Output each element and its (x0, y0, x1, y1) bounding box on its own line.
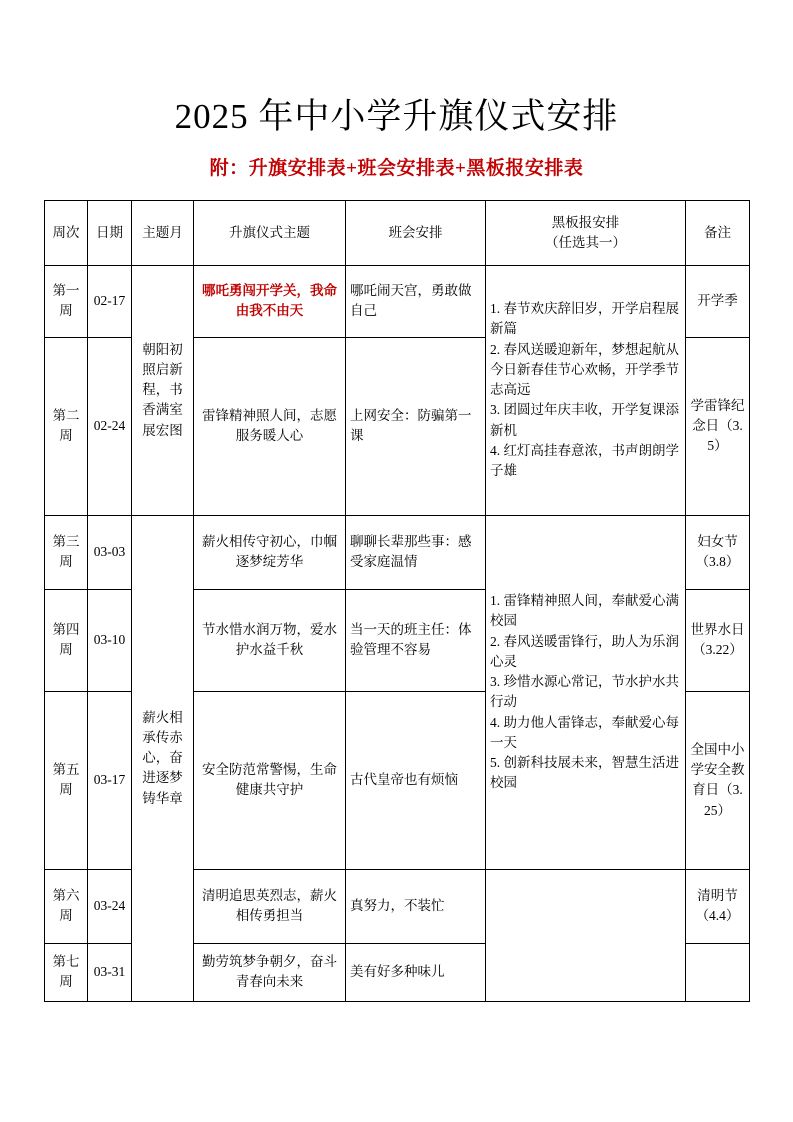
page-bottom-mask (0, 1012, 793, 1122)
cell-remark: 世界水日（3.22） (686, 589, 750, 691)
cell-remark: 妇女节（3.8） (686, 515, 750, 589)
blackboard-item: 2. 春风送暖雷锋行，助人为乐润心灵 (490, 633, 679, 669)
cell-week: 第一周 (45, 265, 88, 337)
cell-blackboard (486, 265, 686, 515)
cell-week: 第五周 (45, 691, 88, 869)
cell-date: 03-31 (88, 943, 132, 1001)
blackboard-item: 4. 红灯高挂春意浓，书声朗朗学子雄 (490, 442, 679, 479)
column-header-blackboard-line1: 黑板报安排 (551, 214, 620, 230)
cell-week: 第四周 (45, 589, 88, 691)
table-header-row (45, 200, 750, 265)
blackboard-item: 3. 珍惜水源心常记，节水护水共行动 (490, 674, 679, 710)
cell-flag-theme: 节水惜水润万物，爱水护水益千秋 (194, 589, 346, 691)
cell-class-meeting: 哪吒闹天宫，勇敢做自己 (346, 265, 486, 337)
column-header-blackboard (486, 200, 686, 265)
cell-date: 03-10 (88, 589, 132, 691)
cell-blackboard (486, 515, 686, 869)
blackboard-item: 4. 助力他人雷锋志，奉献爱心每一天 (490, 714, 679, 750)
table-row (45, 265, 750, 337)
cell-date: 03-03 (88, 515, 132, 589)
page-subtitle: 附：升旗安排表+班会安排表+黑板报安排表 (209, 157, 584, 179)
cell-flag-theme: 清明追思英烈志，薪火相传勇担当 (194, 869, 346, 943)
cell-class-meeting: 古代皇帝也有烦恼 (346, 691, 486, 869)
cell-week: 第二周 (45, 337, 88, 515)
cell-class-meeting: 真努力，不装忙 (346, 869, 486, 943)
cell-blackboard (486, 869, 686, 1001)
column-header-flag-theme: 升旗仪式主题 (194, 200, 346, 265)
cell-date: 03-17 (88, 691, 132, 869)
cell-flag-theme: 安全防范常警惕，生命健康共守护 (194, 691, 346, 869)
column-header-theme-month: 主题月 (132, 200, 194, 265)
cell-class-meeting: 上网安全：防骗第一课 (346, 337, 486, 515)
cell-class-meeting: 聊聊长辈那些事：感受家庭温情 (346, 515, 486, 589)
blackboard-item-list (490, 591, 681, 794)
cell-date: 02-17 (88, 265, 132, 337)
cell-week: 第三周 (45, 515, 88, 589)
table-row (45, 515, 750, 589)
flag-ceremony-schedule-table (44, 200, 750, 1002)
cell-remark: 全国中小学安全教育日（3.25） (686, 691, 750, 869)
cell-class-meeting: 美有好多种味儿 (346, 943, 486, 1001)
cell-remark (686, 943, 750, 1001)
column-header-blackboard-line2: （任选其一） (545, 234, 626, 250)
cell-date: 02-24 (88, 337, 132, 515)
blackboard-item: 3. 团圆过年庆丰收，开学复课添新机 (490, 402, 679, 438)
column-header-remark: 备注 (686, 200, 750, 265)
cell-theme-month: 朝阳初照启新程，书香满室展宏图 (132, 265, 194, 515)
cell-theme-month: 薪火相承传赤心，奋进逐梦铸华章 (132, 515, 194, 1001)
cell-flag-theme: 雷锋精神照人间，志愿服务暖人心 (194, 337, 346, 515)
cell-date: 03-24 (88, 869, 132, 943)
cell-remark: 清明节（4.4） (686, 869, 750, 943)
page-title: 2025 年中小学升旗仪式安排 (174, 97, 619, 136)
table-body (45, 265, 750, 1001)
cell-flag-theme: 薪火相传守初心，巾帼逐梦绽芳华 (194, 515, 346, 589)
blackboard-item: 2. 春风送暖迎新年，梦想起航从今日新春佳节心欢畅，开学季节志高远 (490, 341, 679, 398)
cell-remark: 开学季 (686, 265, 750, 337)
blackboard-item: 5. 创新科技展未来，智慧生活进校园 (490, 755, 679, 791)
cell-remark: 学雷锋纪念日（3.5） (686, 337, 750, 515)
cell-flag-theme: 勤劳筑梦争朝夕，奋斗青春向未来 (194, 943, 346, 1001)
column-header-week: 周次 (45, 200, 88, 265)
blackboard-item-list (490, 299, 681, 481)
cell-class-meeting: 当一天的班主任：体验管理不容易 (346, 589, 486, 691)
blackboard-item: 1. 春节欢庆辞旧岁，开学启程展新篇 (490, 301, 679, 337)
cell-week: 第七周 (45, 943, 88, 1001)
blackboard-item: 1. 雷锋精神照人间，奉献爱心满校园 (490, 593, 679, 629)
column-header-class-meeting: 班会安排 (346, 200, 486, 265)
column-header-date: 日期 (88, 200, 132, 265)
cell-week: 第六周 (45, 869, 88, 943)
cell-flag-theme: 哪吒勇闯开学关，我命由我不由天 (194, 265, 346, 337)
